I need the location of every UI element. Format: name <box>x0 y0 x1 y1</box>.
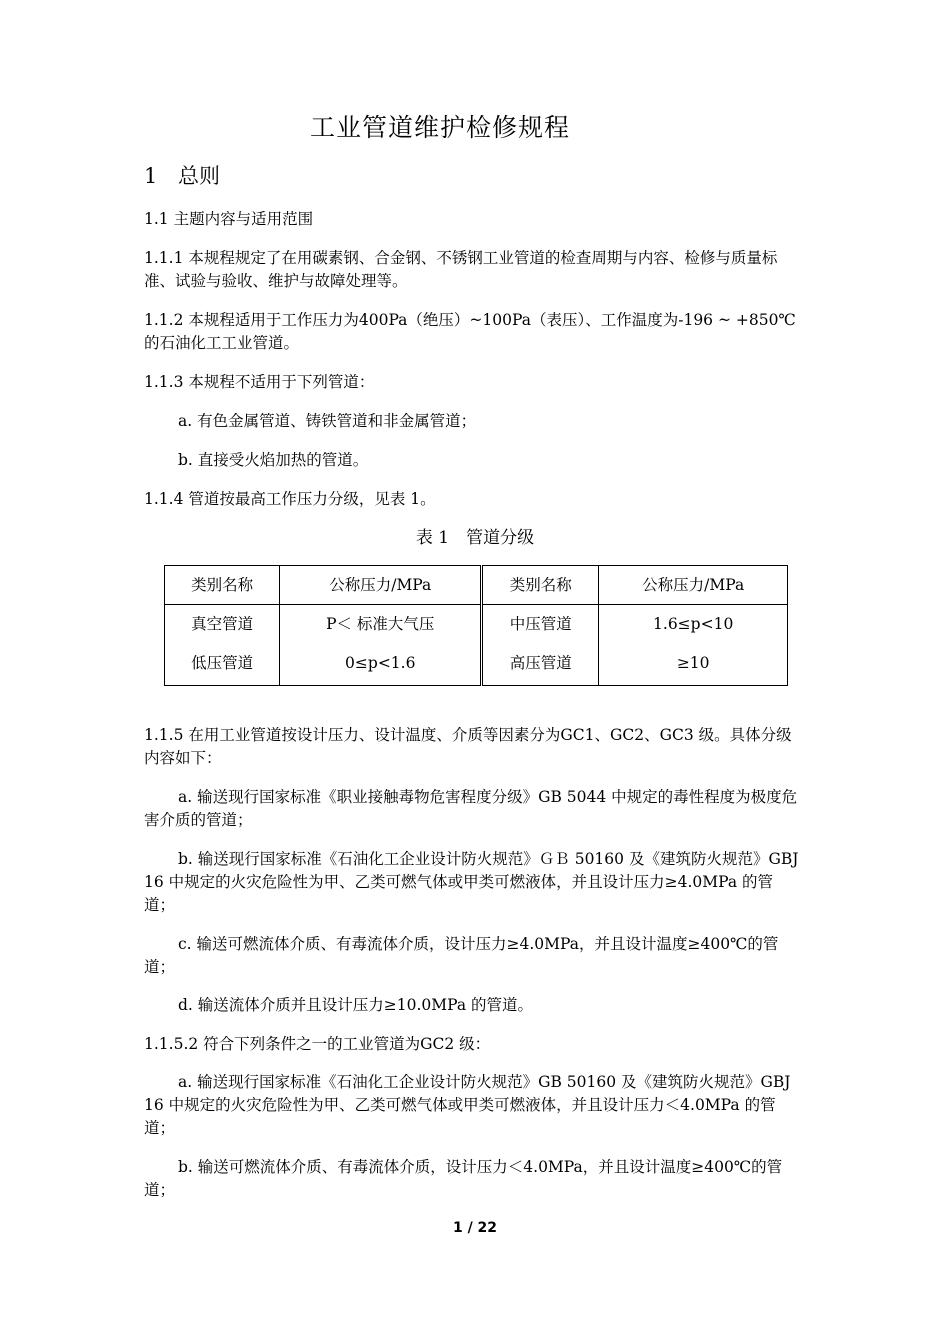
section-number: 1 <box>144 164 158 188</box>
table-cell: 1.6≤p<10 <box>653 615 734 633</box>
table-header-cell: 类别名称 <box>482 566 599 605</box>
para-1-1: 1.1 主题内容与适用范围 <box>144 210 314 228</box>
table-cell-col2 <box>280 605 482 686</box>
page-number: 1 / 22 <box>452 1220 498 1236</box>
para-1-1-2: 1.1.2 本规程适用于工作压力为400Pa（绝压）~100Pa（表压）、工作温度为-196 ~ +850℃的石油化工工业管道。 <box>144 311 796 352</box>
para-1-1-3: 1.1.3 本规程不适用于下列管道： <box>144 373 375 391</box>
para-1-1-5-c: c. 输送可燃流体介质、有毒流体介质，设计压力≥4.0MPa，并且设计温度≥400℃的管道； <box>144 935 779 976</box>
pipe-grade-table <box>164 565 788 686</box>
document-title: 工业管道维护检修规程 <box>309 113 570 142</box>
para-1-1-5-b: b. 输送现行国家标准《石油化工企业设计防火规范》ＧＢ 50160 及《建筑防火规范》GBJ 16 中规定的火灾危险性为甲、乙类可燃气体或甲类可燃液体，并且设计压力≥4.0MPa 的管道； <box>144 850 799 914</box>
table-cell: 真空管道 <box>191 615 254 633</box>
para-1-1-4: 1.1.4 管道按最高工作压力分级，见表 1。 <box>144 490 436 508</box>
para-1-1-1: 1.1.1 本规程规定了在用碳素钢、合金钢、不锈钢工业管道的检查周期与内容、检修与质量标准、试验与验收、维护与故障处理等。 <box>144 249 778 290</box>
table-header-cell: 公称压力/MPa <box>599 566 788 605</box>
para-1-1-3-a: a. 有色金属管道、铸铁管道和非金属管道； <box>178 412 477 430</box>
table-header-cell: 类别名称 <box>165 566 280 605</box>
table-header-cell: 公称压力/MPa <box>280 566 482 605</box>
table-cell: 高压管道 <box>509 654 572 672</box>
table-header-row <box>165 566 788 605</box>
table-cell-col4 <box>599 605 788 686</box>
para-1-1-5-2: 1.1.5.2 符合下列条件之一的工业管道为GC2 级： <box>144 1035 491 1053</box>
table-cell: P＜ 标准大气压 <box>326 615 435 633</box>
section-label: 总则 <box>178 164 220 188</box>
table-cell: 中压管道 <box>509 615 572 633</box>
section-heading <box>144 160 220 190</box>
table-cell-col1 <box>165 605 280 686</box>
table-cell: 低压管道 <box>191 654 254 672</box>
para-1-1-5-d: d. 输送流体介质并且设计压力≥10.0MPa 的管道。 <box>178 996 534 1014</box>
para-1-1-3-b: b. 直接受火焰加热的管道。 <box>178 451 369 469</box>
table-caption: 表 1 管道分级 <box>415 528 535 548</box>
para-1-1-5-a: a. 输送现行国家标准《职业接触毒物危害程度分级》GB 5044 中规定的毒性程度为极度危害介质的管道； <box>144 788 798 829</box>
table-cell-col3 <box>482 605 599 686</box>
table-cell: 0≤p<1.6 <box>345 654 416 672</box>
para-1-1-5-2-b: b. 输送可燃流体介质、有毒流体介质，设计压力＜4.0MPa，并且设计温度≥400℃的管道； <box>144 1158 783 1199</box>
table-cell: ≥10 <box>676 654 710 672</box>
para-1-1-5-2-a: a. 输送现行国家标准《石油化工企业设计防火规范》GB 50160 及《建筑防火规范》GBJ 16 中规定的火灾危险性为甲、乙类可燃气体或甲类可燃液体，并且设计压力＜4.0MPa 的管道； <box>144 1073 791 1137</box>
para-1-1-5: 1.1.5 在用工业管道按设计压力、设计温度、介质等因素分为GC1、GC2、GC3 级。具体分级内容如下： <box>144 726 792 767</box>
table-body-row <box>165 605 788 686</box>
